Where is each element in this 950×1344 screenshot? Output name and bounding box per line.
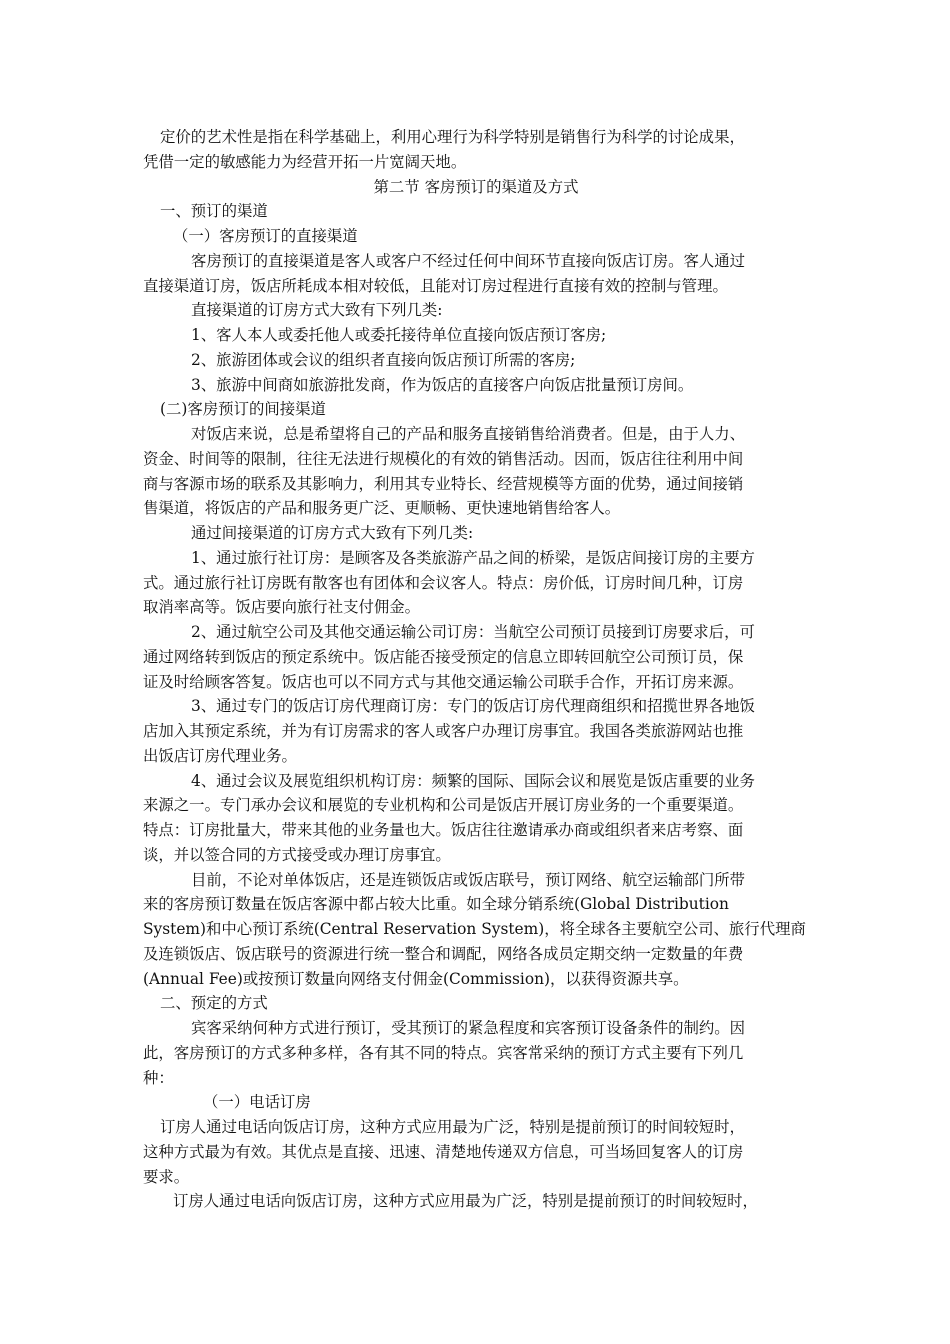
text-line: （一）客房预订的直接渠道 bbox=[173, 227, 358, 245]
text-line: System)和中心预订系统(Central Reservation System)，将全球各主要航空公司、旅行代理商 bbox=[143, 920, 806, 938]
text-line: (Annual Fee)或按预订数量向网络支付佣金(Commission)，以获得资源共享。 bbox=[143, 969, 689, 988]
text-line: 1、通过旅行社订房：是顾客及各类旅游产品之间的桥梁，是饭店间接订房的主要方 bbox=[191, 548, 755, 567]
text-line: 一、预订的渠道 bbox=[160, 202, 268, 221]
text-line: （一）电话订房 bbox=[203, 1093, 311, 1112]
text-line: 谈，并以签合同的方式接受或办理订房事宜。 bbox=[143, 845, 451, 864]
text-line: 通过间接渠道的订房方式大致有下列几类: bbox=[191, 524, 474, 542]
text-line: 来源之一。专门承办会议和展览的专业机构和公司是饭店开展订房业务的一个重要渠道。 bbox=[143, 796, 744, 815]
text-line: 对饭店来说，总是希望将自己的产品和服务直接销售给消费者。但是，由于人力、 bbox=[191, 425, 746, 443]
text-line: 商与客源市场的联系及其影响力，利用其专业特长、经营规模等方面的优势，通过间接销 bbox=[143, 474, 744, 493]
section-heading: 第二节 客房预订的渠道及方式 bbox=[373, 177, 579, 196]
text-line: 这种方式最为有效。其优点是直接、迅速、清楚地传递双方信息，可当场回复客人的订房 bbox=[143, 1142, 744, 1161]
text-line: 及连锁饭店、饭店联号的资源进行统一整合和调配，网络各成员定期交纳一定数量的年费 bbox=[143, 944, 744, 963]
text-line: 出饭店订房代理业务。 bbox=[143, 746, 297, 765]
text-line: 客房预订的直接渠道是客人或客户不经过任何中间环节直接向饭店订房。客人通过 bbox=[191, 251, 746, 270]
text-line: 通过网络转到饭店的预定系统中。饭店能否接受预定的信息立即转回航空公司预订员，保 bbox=[143, 647, 744, 666]
text-line: 二、预定的方式 bbox=[160, 994, 268, 1013]
text-line: 订房人通过电话向饭店订房，这种方式应用最为广泛，特别是提前预订的时间较短时， bbox=[160, 1118, 745, 1136]
text-line: 来的客房预订数量在饭店客源中都占较大比重。如全球分销系统(Global Distribution bbox=[143, 895, 729, 914]
text-line: 订房人通过电话向饭店订房，这种方式应用最为广泛，特别是提前预订的时间较短时， bbox=[173, 1192, 758, 1211]
text-line: 资金、时间等的限制，往往无法进行规模化的有效的销售活动。因而，饭店往往利用中间 bbox=[143, 449, 744, 468]
text-line: 2、旅游团体或会议的组织者直接向饭店预订所需的客房; bbox=[191, 350, 576, 369]
text-line: 此，客房预订的方式多种多样，各有其不同的特点。宾客常采纳的预订方式主要有下列几 bbox=[143, 1043, 744, 1062]
text-line: 直接渠道的订房方式大致有下列几类: bbox=[191, 301, 443, 320]
text-line: 售渠道，将饭店的产品和服务更广泛、更顺畅、更快速地销售给客人。 bbox=[143, 499, 621, 518]
text-line: 特点：订房批量大，带来其他的业务量也大。饭店往往邀请承办商或组织者来店考察、面 bbox=[143, 821, 744, 839]
text-line: 宾客采纳何种方式进行预订，受其预订的紧急程度和宾客预订设备条件的制约。因 bbox=[191, 1019, 746, 1037]
document-body bbox=[143, 125, 809, 1214]
text-line: 目前，不论对单体饭店，还是连锁饭店或饭店联号，预订网络、航空运输部门所带 bbox=[191, 870, 746, 889]
text-line: 要求。 bbox=[143, 1167, 190, 1186]
text-line: 3、旅游中间商如旅游批发商，作为饭店的直接客户向饭店批量预订房间。 bbox=[191, 375, 694, 394]
text-line: 式。通过旅行社订房既有散客也有团体和会议客人。特点：房价低，订房时间几种，订房 bbox=[143, 573, 744, 592]
text-line: 直接渠道订房，饭店所耗成本相对较低，且能对订房过程进行直接有效的控制与管理。 bbox=[143, 276, 728, 295]
text-line: 证及时给顾客答复。饭店也可以不同方式与其他交通运输公司联手合作，开拓订房来源。 bbox=[143, 672, 744, 691]
text-line: 凭借一定的敏感能力为经营开拓一片宽阔天地。 bbox=[143, 152, 467, 171]
text-line: 定价的艺术性是指在科学基础上，利用心理行为科学特别是销售行为科学的讨论成果， bbox=[160, 128, 745, 146]
text-line: 取消率高等。饭店要向旅行社支付佣金。 bbox=[143, 598, 421, 617]
text-line: 3、通过专门的饭店订房代理商订房：专门的饭店订房代理商组织和招揽世界各地饭 bbox=[191, 697, 755, 716]
text-line: 种： bbox=[143, 1068, 174, 1087]
text-line: 2、通过航空公司及其他交通运输公司订房：当航空公司预订员接到订房要求后，可 bbox=[191, 623, 755, 641]
text-line: 4、通过会议及展览组织机构订房：频繁的国际、国际会议和展览是饭店重要的业务 bbox=[191, 771, 755, 790]
text-line: 店加入其预定系统，并为有订房需求的客人或客户办理订房事宜。我国各类旅游网站也推 bbox=[143, 722, 744, 740]
text-line: (二)客房预订的间接渠道 bbox=[160, 400, 326, 419]
text-line: 1、客人本人或委托他人或委托接待单位直接向饭店预订客房; bbox=[191, 326, 607, 344]
